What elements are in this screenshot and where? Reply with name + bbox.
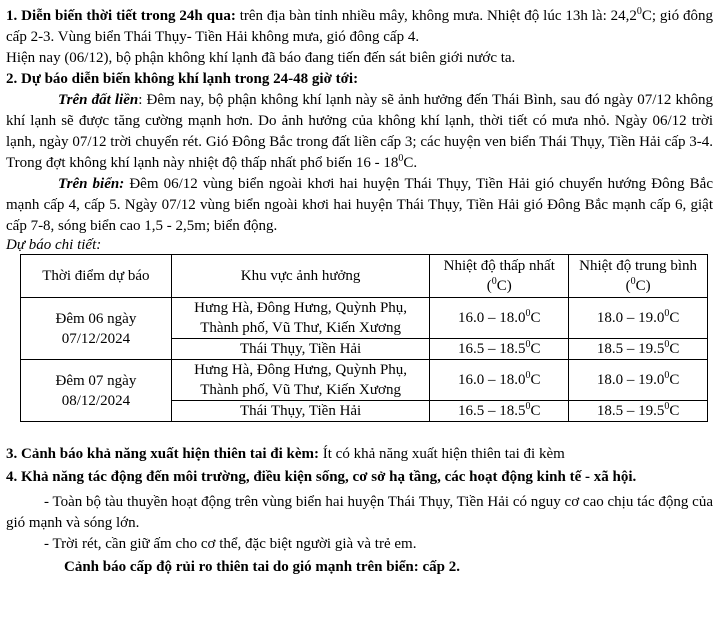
land-label: Trên đất liền	[58, 92, 139, 108]
header-avg-text: Nhiệt độ trung bình (	[579, 258, 698, 294]
header-area: Khu vực ảnh hưởng	[171, 255, 430, 298]
section-1-heading: 1. Diễn biến thời tiết trong 24h qua:	[6, 8, 236, 24]
cell-min	[430, 339, 569, 360]
header-avg	[569, 255, 708, 298]
degree-sup: 0	[664, 339, 670, 350]
degree-sup: 0	[664, 370, 670, 381]
section-1-text-cont: C; gió đông cấp 2-3. Vùng biển Thái Thụy- Tiền Hải không mưa, gió đông cấp 4.	[6, 8, 713, 45]
degree-sup: 0	[525, 308, 531, 319]
header-unit: C)	[635, 278, 651, 294]
cell-unit: C	[530, 341, 541, 357]
cell-time: Đêm 07 ngày 08/12/2024	[21, 360, 172, 422]
cell-min-value: 16.5 – 18.5	[458, 403, 526, 419]
degree-sup: 0	[525, 401, 531, 412]
detail-label: Dự báo chi tiết:	[6, 237, 102, 253]
cell-unit: C	[530, 372, 541, 388]
cell-time: Đêm 06 ngày 07/12/2024	[21, 298, 172, 360]
cell-avg	[569, 298, 708, 339]
header-time: Thời điểm dự báo	[21, 255, 172, 298]
impact-bullet-1: - Toàn bộ tàu thuyền hoạt động trên vùng biển hai huyện Thái Thụy, Tiền Hải có nguy cơ cao chịu tác động của gió mạnh và sóng lớn.	[6, 494, 713, 531]
table-header-row	[21, 255, 708, 298]
cell-avg-value: 18.0 – 19.0	[596, 310, 665, 326]
degree-sup: 0	[491, 276, 497, 287]
section-3	[6, 444, 713, 465]
cell-avg-value: 18.5 – 19.5	[596, 403, 665, 419]
degree-sup: 0	[398, 153, 404, 164]
section-4-heading: 4. Khả năng tác động đến môi trường, điều kiện sống, cơ sở hạ tầng, các hoạt động kinh tế - xã hội.	[6, 469, 637, 485]
forecast-table	[20, 254, 708, 422]
cell-unit: C	[530, 310, 541, 326]
cell-area: Hưng Hà, Đông Hưng, Quỳnh Phụ, Thành phố, Vũ Thư, Kiến Xương	[171, 298, 430, 339]
cell-unit: C	[669, 310, 680, 326]
cell-min	[430, 401, 569, 422]
header-min-text: Nhiệt độ thấp nhất (	[443, 258, 555, 294]
cell-avg-value: 18.5 – 19.5	[596, 341, 665, 357]
section-1	[6, 6, 713, 48]
cell-area: Hưng Hà, Đông Hưng, Quỳnh Phụ, Thành phố, Vũ Thư, Kiến Xương	[171, 360, 430, 401]
section-1-text: trên địa bàn tỉnh nhiều mây, không mưa. Nhiệt độ lúc 13h là: 24,2	[235, 8, 637, 24]
degree-sup: 0	[525, 339, 531, 350]
table-row	[21, 298, 708, 339]
cell-min-value: 16.0 – 18.0	[458, 372, 526, 388]
section-2-heading: 2. Dự báo diễn biến không khí lạnh trong 24-48 giờ tới:	[6, 71, 359, 87]
cell-avg	[569, 401, 708, 422]
section-1-line2: Hiện nay (06/12), bộ phận không khí lạnh đã báo đang tiến đến sát biên giới nước ta.	[6, 50, 516, 66]
cell-min-value: 16.0 – 18.0	[458, 310, 526, 326]
sea-text: Đêm 06/12 vùng biển ngoài khơi hai huyện Thái Thụy, Tiền Hải gió chuyển hướng Đông Bắc mạnh cấp 4, cấp 5. Ngày 07/12 vùng biển ngoài khơi hai huyện Thái Thụy, Tiền Hải gió Đông Bắc mạnh cấp 6, giật cấp 7-8, sóng biển cao 1,5 - 2,5m; biển động.	[6, 176, 713, 234]
cell-min-value: 16.5 – 18.5	[458, 341, 526, 357]
cell-unit: C	[669, 341, 680, 357]
table-row	[21, 360, 708, 401]
section-3-heading: 3. Cảnh báo khả năng xuất hiện thiên tai đi kèm:	[6, 446, 319, 462]
cell-min	[430, 298, 569, 339]
section-3-text: Ít có khả năng xuất hiện thiên tai đi kèm	[319, 446, 565, 462]
cell-avg	[569, 360, 708, 401]
cell-avg-value: 18.0 – 19.0	[596, 372, 665, 388]
degree-sup: 0	[664, 401, 670, 412]
header-min	[430, 255, 569, 298]
cell-avg	[569, 339, 708, 360]
degree-sup: 0	[664, 308, 670, 319]
cell-area: Thái Thụy, Tiền Hải	[171, 339, 430, 360]
spacer	[6, 422, 713, 444]
land-text-cont: C.	[403, 155, 418, 171]
degree-sup: 0	[630, 276, 636, 287]
cell-min	[430, 360, 569, 401]
cell-unit: C	[669, 372, 680, 388]
sea-forecast	[6, 174, 713, 237]
land-text: : Đêm nay, bộ phận không khí lạnh này sẽ ảnh hưởng đến Thái Bình, sau đó ngày 07/12 không khí lạnh sẽ được tăng cường mạnh hơn. Do ảnh hưởng của không khí lạnh, thời tiết có mưa nhỏ. Ngày 06/12 trời lạnh, ngày 07/12 trời chuyển rét. Gió Đông Bắc trong đất liền cấp 3; các huyện ven biển Thái Thụy, Tiền Hải cấp 3-4. Trong đợt không khí lạnh này nhiệt độ thấp nhất phổ biến 16 - 18	[6, 92, 713, 171]
degree-sup: 0	[636, 6, 642, 17]
sea-label: Trên biển:	[58, 176, 125, 192]
risk-warning: Cảnh báo cấp độ rủi ro thiên tai do gió mạnh trên biển: cấp 2.	[64, 559, 461, 575]
cell-unit: C	[669, 403, 680, 419]
land-forecast	[6, 90, 713, 174]
impact-bullet-2: - Trời rét, cần giữ ấm cho cơ thể, đặc biệt người già và trẻ em.	[44, 536, 417, 552]
cell-unit: C	[530, 403, 541, 419]
cell-area: Thái Thụy, Tiền Hải	[171, 401, 430, 422]
degree-sup: 0	[525, 370, 531, 381]
header-unit: C)	[496, 278, 512, 294]
